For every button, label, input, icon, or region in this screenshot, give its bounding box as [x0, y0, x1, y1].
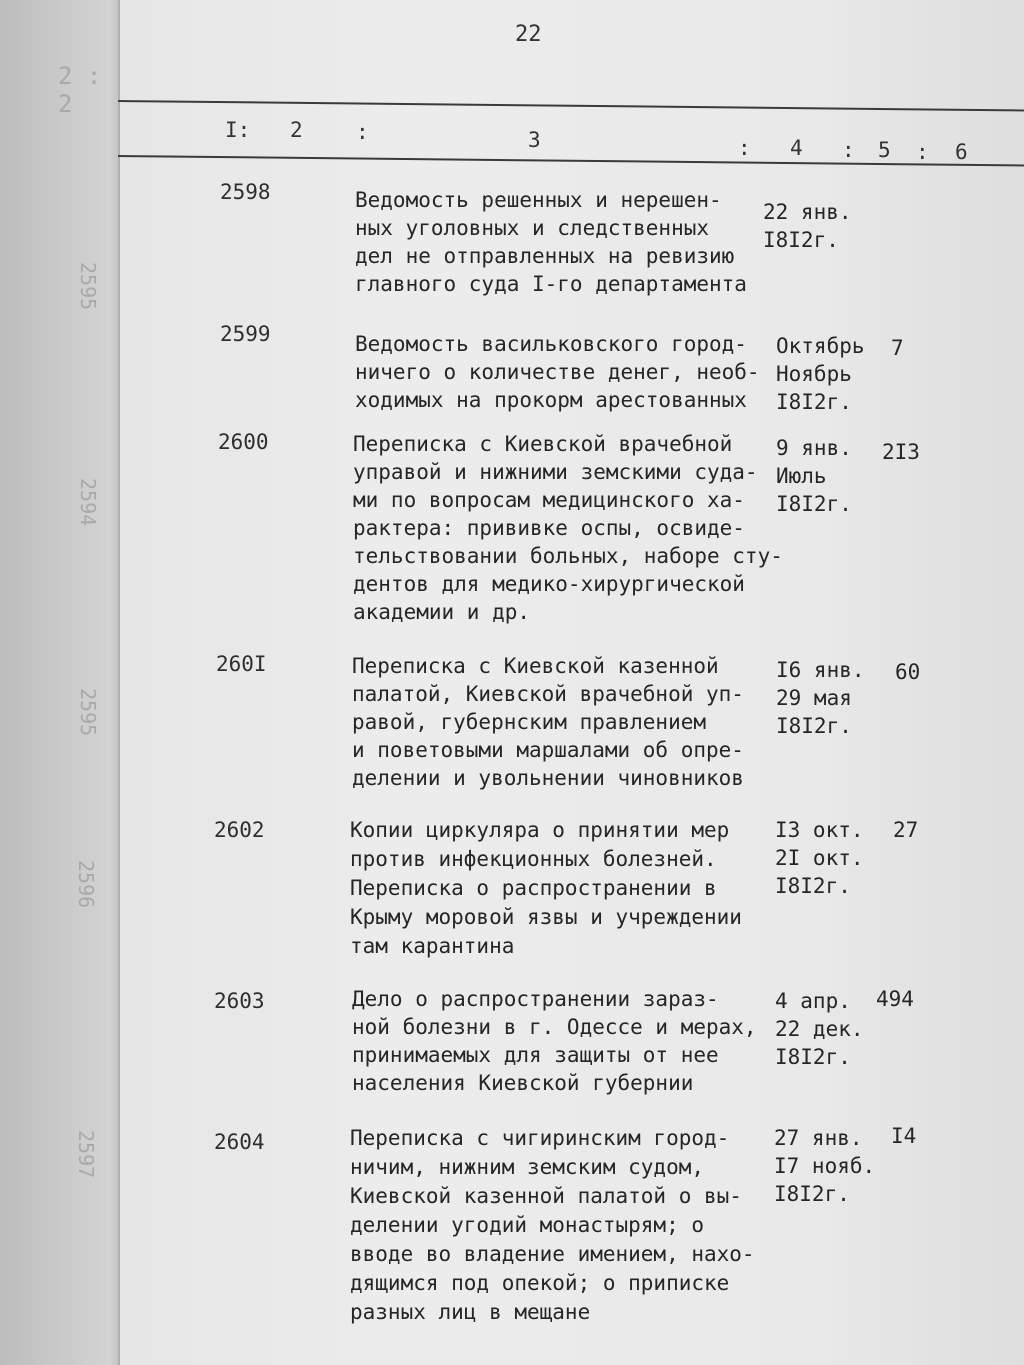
entry-dates: 22 янв. I8I2г. [763, 200, 852, 252]
entry-number: 2603 [214, 989, 265, 1013]
entry-sheet-count: 27 [893, 818, 919, 842]
page-number: 22 [515, 22, 542, 47]
column-separator: : [842, 138, 855, 162]
column-header-5: 5 [878, 138, 891, 162]
entry-number: 2604 [214, 1130, 265, 1154]
column-separator: : [738, 136, 751, 160]
column-header-6: 6 [955, 140, 968, 164]
entry-description: Ведомость решенных и нерешен- ных уголовных и следственных дел не отправленных на ревизию главного суда I-го департамента [355, 188, 747, 296]
entry-sheet-count: 2I3 [882, 440, 920, 464]
entry-dates: 4 апр. 22 дек. I8I2г. [775, 989, 864, 1069]
margin-mark: 2 : 2 [58, 62, 102, 118]
column-header-1: I: [225, 118, 251, 142]
margin-mark: 2594 [76, 478, 100, 527]
entry-description: Дело о распространении зараз- ной болезни в г. Одессе и мерах, принимаемых для защиты от нее населения Киевской губернии [352, 987, 757, 1095]
column-header-4: 4 [790, 136, 803, 160]
entry-description: Переписка с чигиринским город- ничим, нижним земским судом, Киевской казенной палатой о вы- делении угодий монастырям; о вводе во владение имением, нахо- дящимся под опекой; о приписке разных лиц в мещане [350, 1126, 755, 1324]
entry-sheet-count: 60 [895, 660, 921, 684]
entry-description: Переписка с Киевской врачебной управой и нижними земскими суда- ми по вопросам медицинского ха- рактера: прививке оспы, освиде- тельствовании больных, наборе сту- дентов для медико-хирургической академии и др. [353, 432, 783, 624]
entry-dates: Октябрь Ноябрь I8I2г. [776, 334, 865, 414]
column-separator: : [356, 120, 369, 144]
entry-number: 2602 [214, 818, 265, 842]
entry-description: Копии циркуляра о принятии мер против инфекционных болезней. Переписка о распространении в Крыму моровой язвы и учреждении там карантина [350, 818, 742, 958]
entry-dates: I3 окт. 2I окт. I8I2г. [775, 818, 864, 898]
entry-number: 2600 [218, 430, 269, 454]
entry-description: Переписка с Киевской казенной палатой, Киевской врачебной уп- равой, губернским правлением и поветовыми маршалами об опре- делении и увольнении чиновников [352, 654, 744, 790]
column-header-3: 3 [528, 128, 541, 152]
entry-description: Ведомость васильковского город- ничего о количестве денег, необ- ходимых на прокорм арестованных [355, 332, 760, 412]
entry-sheet-count: I4 [891, 1124, 917, 1148]
entry-number: 2599 [220, 322, 271, 346]
column-header-2: 2 [290, 118, 303, 142]
margin-mark: 2597 [74, 1130, 98, 1179]
previous-page-edge [0, 0, 120, 1365]
header-top-rule [118, 100, 1024, 111]
entry-sheet-count: 7 [891, 336, 904, 360]
entry-dates: 9 янв. Июль I8I2г. [776, 436, 852, 516]
margin-mark: 2595 [76, 688, 100, 737]
column-separator: : [916, 140, 929, 164]
entry-dates: 27 янв. I7 нояб. I8I2г. [774, 1126, 876, 1206]
entry-sheet-count: 494 [876, 987, 914, 1011]
entry-dates: I6 янв. 29 мая I8I2г. [776, 658, 865, 738]
entry-number: 260I [216, 652, 267, 676]
entry-number: 2598 [220, 180, 271, 204]
margin-mark: 2595 [76, 262, 100, 311]
margin-mark: 2596 [74, 860, 98, 909]
